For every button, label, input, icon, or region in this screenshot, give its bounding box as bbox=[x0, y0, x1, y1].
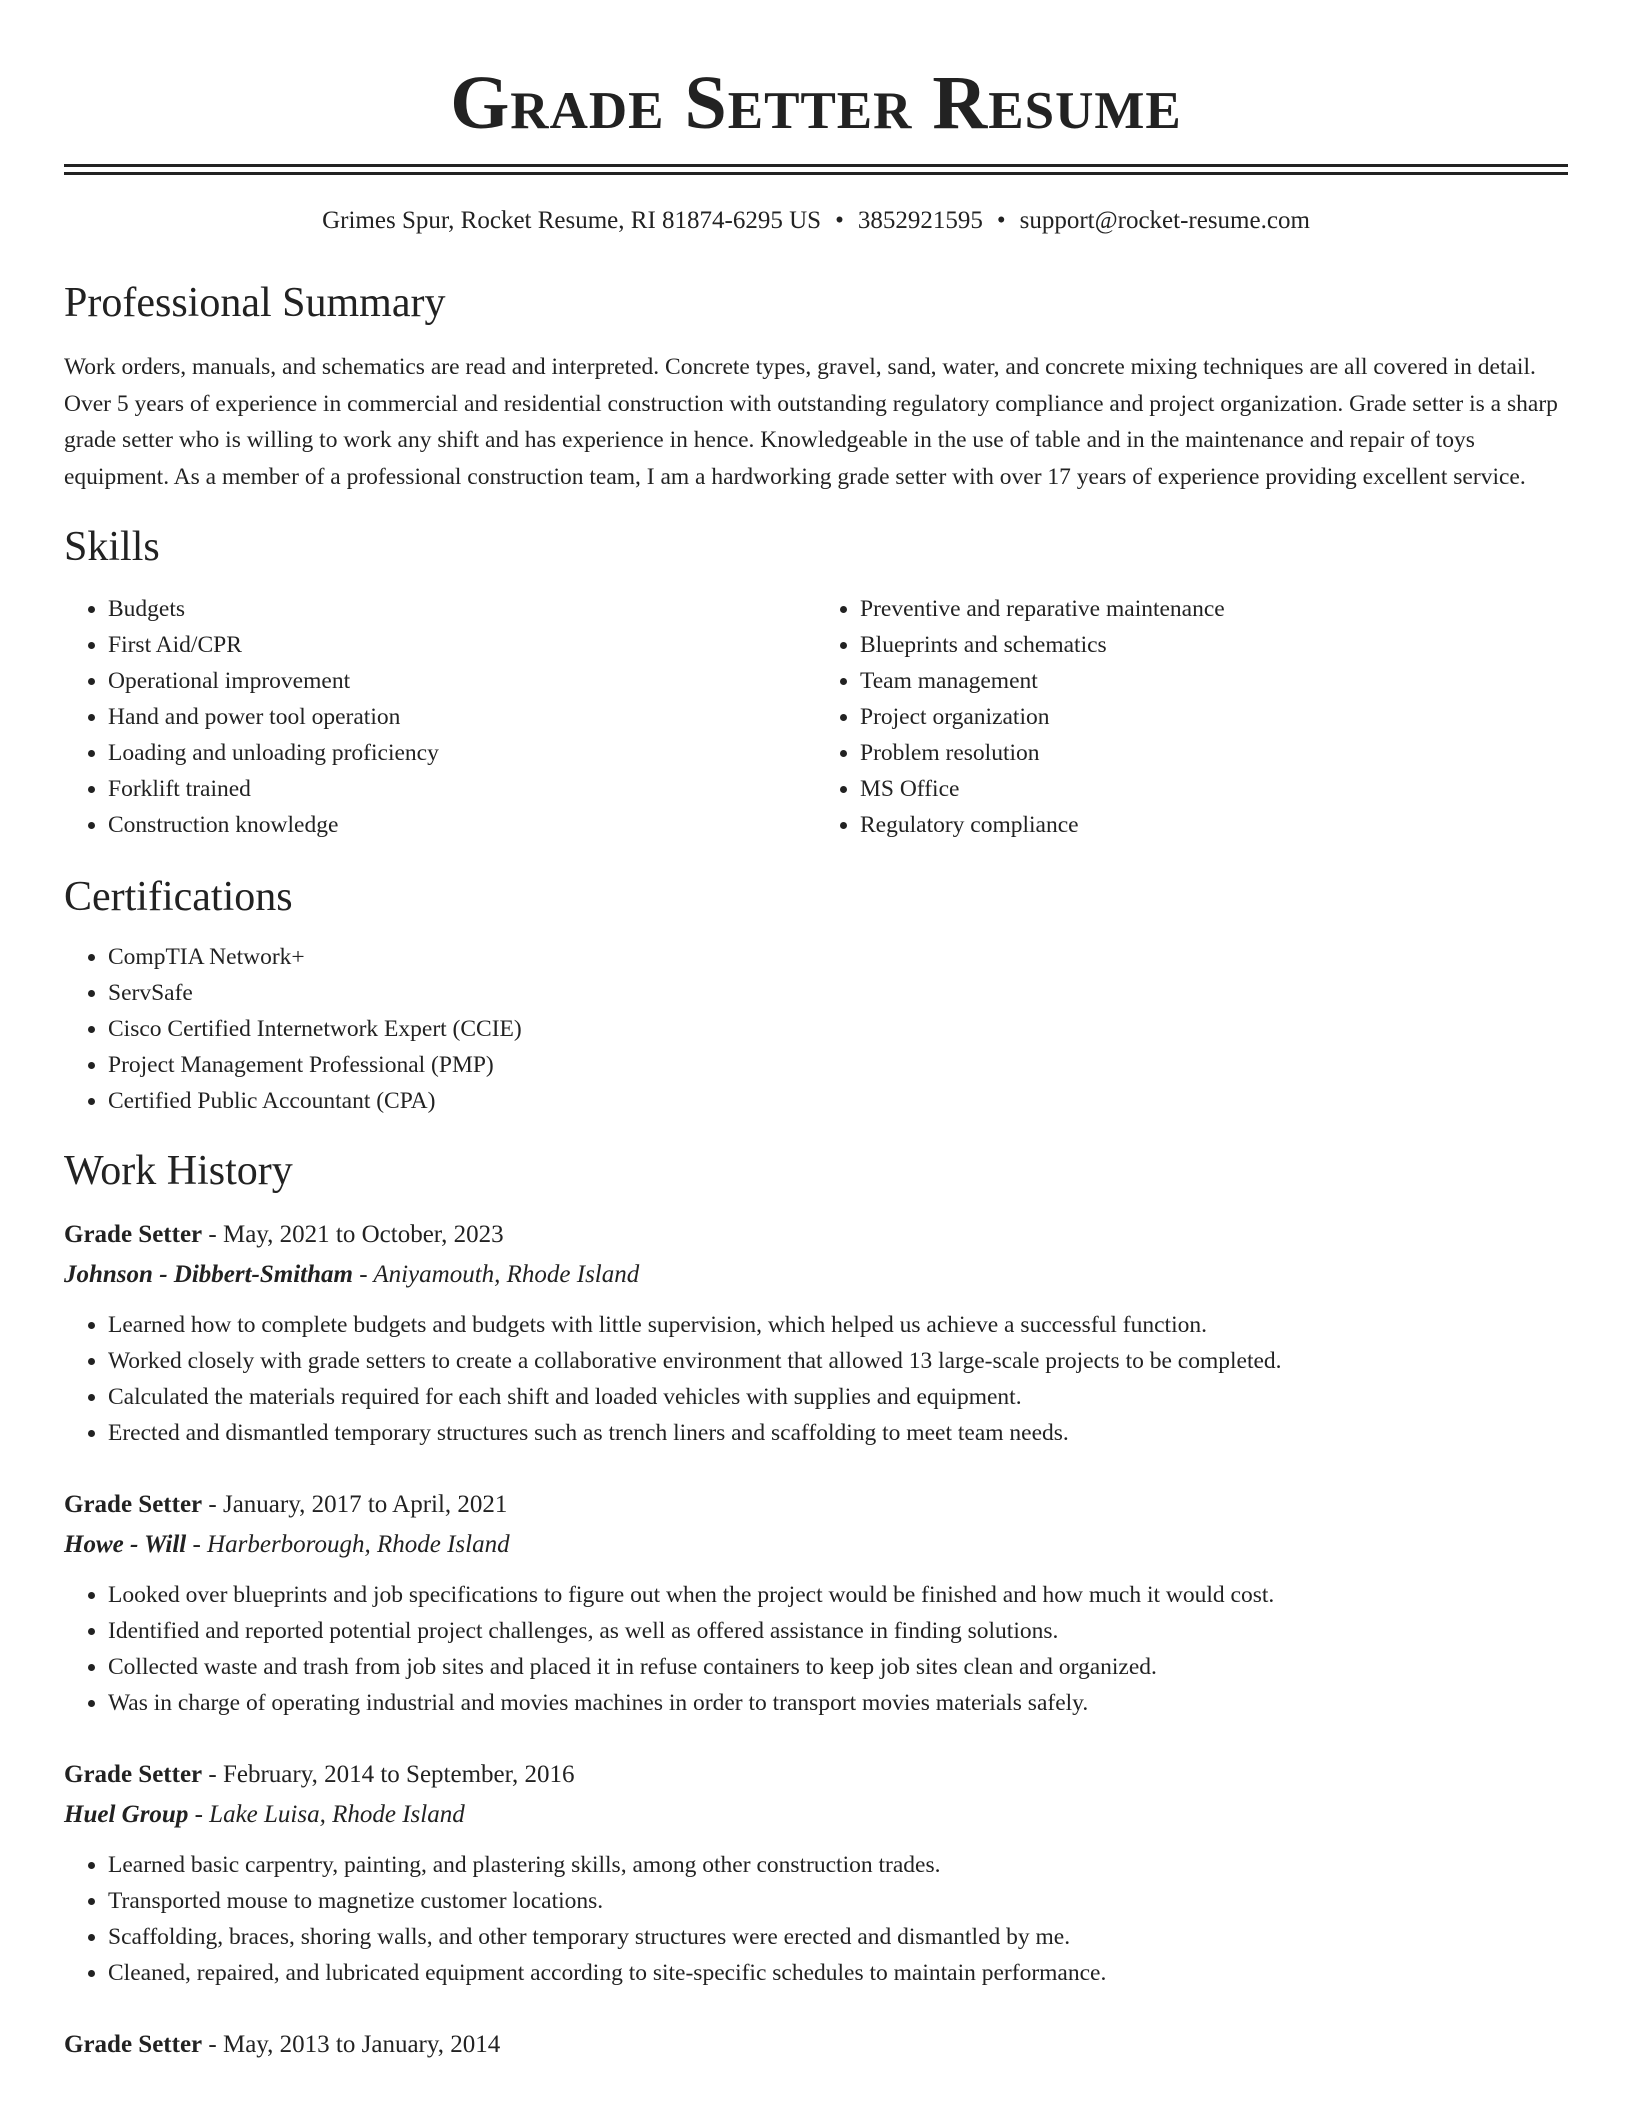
job-title: Grade Setter bbox=[64, 1221, 203, 1248]
skill-item: • Preventive and reparative maintenance bbox=[860, 591, 1568, 627]
work-history-heading: Work History bbox=[64, 1148, 293, 1194]
job-bullet: • Identified and reported potential project challenges, as well as offered assistance in finding solutions. bbox=[108, 1613, 1568, 1649]
job-bullet: • Learned basic carpentry, painting, and plastering skills, among other construction trades. bbox=[108, 1847, 1568, 1883]
job-company: Howe - Will bbox=[64, 1531, 187, 1558]
contact-email: support@rocket-resume.com bbox=[1019, 207, 1310, 234]
job-title-line bbox=[64, 1215, 1568, 1255]
summary-text: Work orders, manuals, and schematics are read and interpreted. Concrete types, gravel, sand, water, and concrete mixing techniques are all covered in detail. Over 5 years of experience in commercial and residential construction with outstanding regulatory compliance and project organization. Grade setter is a sharp grade setter who is willing to work any shift and has experience in hence. Knowledgeable in the use of table and in the maintenance and repair of toys equipment. As a member of a professional construction team, I am a hardworking grade setter with over 17 years of experience providing excellent service. bbox=[64, 354, 1558, 490]
certification-item: • CompTIA Network+ bbox=[108, 939, 1568, 975]
title-divider-thin bbox=[64, 172, 1568, 175]
job-bullet: • Looked over blueprints and job specifications to figure out when the project would be finished and how much it would cost. bbox=[108, 1577, 1568, 1613]
job-title: Grade Setter bbox=[64, 1491, 203, 1518]
job-title-line bbox=[64, 2025, 1568, 2065]
skill-item: • MS Office bbox=[860, 771, 1568, 807]
job-bullet: • Worked closely with grade setters to create a collaborative environment that allowed 13 large-scale projects to be completed. bbox=[108, 1343, 1568, 1379]
job-location: - Lake Luisa, Rhode Island bbox=[194, 1801, 465, 1828]
job-company-line bbox=[64, 1525, 1568, 1565]
skills-list-left bbox=[64, 591, 816, 843]
contact-phone: 3852921595 bbox=[857, 207, 983, 234]
job-company-line bbox=[64, 1255, 1568, 1295]
summary-heading: Professional Summary bbox=[64, 280, 446, 326]
job-entry bbox=[64, 1755, 1568, 1991]
job-bullet: • Was in charge of operating industrial and movies machines in order to transport movies materials safely. bbox=[108, 1685, 1568, 1721]
certification-item: • ServSafe bbox=[108, 975, 1568, 1011]
job-title: Grade Setter bbox=[64, 2031, 203, 2058]
job-title-line bbox=[64, 1485, 1568, 1525]
job-entry bbox=[64, 1485, 1568, 1721]
page-title: Grade Setter Resume bbox=[450, 61, 1182, 145]
job-bullets bbox=[64, 1577, 1568, 1721]
certification-item: • Cisco Certified Internetwork Expert (CCIE) bbox=[108, 1011, 1568, 1047]
job-bullet: • Transported mouse to magnetize customer locations. bbox=[108, 1883, 1568, 1919]
job-company-line bbox=[64, 1795, 1568, 1835]
skill-item: • Regulatory compliance bbox=[860, 807, 1568, 843]
certifications-list bbox=[64, 939, 1568, 1119]
job-dates: - May, 2021 to October, 2023 bbox=[208, 1221, 504, 1248]
job-entry bbox=[64, 1215, 1568, 1451]
skill-item: • First Aid/CPR bbox=[108, 627, 816, 663]
job-bullet: • Collected waste and trash from job sites and placed it in refuse containers to keep job sites clean and organized. bbox=[108, 1649, 1568, 1685]
job-bullet: • Erected and dismantled temporary structures such as trench liners and scaffolding to meet team needs. bbox=[108, 1415, 1568, 1451]
contact-line bbox=[64, 205, 1568, 237]
job-dates: - May, 2013 to January, 2014 bbox=[208, 2031, 501, 2058]
job-bullet: • Scaffolding, braces, shoring walls, and other temporary structures were erected and dismantled by me. bbox=[108, 1919, 1568, 1955]
job-entry bbox=[64, 2025, 1568, 2065]
job-dates: - February, 2014 to September, 2016 bbox=[208, 1761, 575, 1788]
job-title-line bbox=[64, 1755, 1568, 1795]
skill-item: • Project organization bbox=[860, 699, 1568, 735]
skill-item: • Budgets bbox=[108, 591, 816, 627]
contact-separator: • bbox=[835, 207, 844, 234]
skills-list-right bbox=[816, 591, 1568, 843]
job-location: - Aniyamouth, Rhode Island bbox=[359, 1261, 640, 1288]
skills-heading: Skills bbox=[64, 524, 160, 570]
skill-item: • Forklift trained bbox=[108, 771, 816, 807]
skill-item: • Blueprints and schematics bbox=[860, 627, 1568, 663]
job-location: - Harberborough, Rhode Island bbox=[192, 1531, 510, 1558]
job-bullets bbox=[64, 1847, 1568, 1991]
skill-item: • Hand and power tool operation bbox=[108, 699, 816, 735]
certifications-heading: Certifications bbox=[64, 874, 293, 920]
job-bullets bbox=[64, 1307, 1568, 1451]
skill-item: • Construction knowledge bbox=[108, 807, 816, 843]
contact-address: Grimes Spur, Rocket Resume, RI 81874-6295 US bbox=[322, 207, 822, 234]
skill-item: • Operational improvement bbox=[108, 663, 816, 699]
title-divider-thick bbox=[64, 164, 1568, 167]
skill-item: • Loading and unloading proficiency bbox=[108, 735, 816, 771]
job-company: Johnson - Dibbert-Smitham bbox=[64, 1261, 353, 1288]
job-title: Grade Setter bbox=[64, 1761, 203, 1788]
certification-item: • Project Management Professional (PMP) bbox=[108, 1047, 1568, 1083]
job-bullet: • Calculated the materials required for each shift and loaded vehicles with supplies and equipment. bbox=[108, 1379, 1568, 1415]
skill-item: • Team management bbox=[860, 663, 1568, 699]
job-dates: - January, 2017 to April, 2021 bbox=[208, 1491, 508, 1518]
contact-separator: • bbox=[996, 207, 1006, 234]
job-bullet: • Cleaned, repaired, and lubricated equipment according to site-specific schedules to maintain performance. bbox=[108, 1955, 1568, 1991]
job-bullet: • Learned how to complete budgets and budgets with little supervision, which helped us achieve a successful function. bbox=[108, 1307, 1568, 1343]
job-company: Huel Group bbox=[64, 1801, 189, 1828]
skills-columns bbox=[64, 591, 1568, 843]
skill-item: • Problem resolution bbox=[860, 735, 1568, 771]
certification-item: • Certified Public Accountant (CPA) bbox=[108, 1083, 1568, 1119]
